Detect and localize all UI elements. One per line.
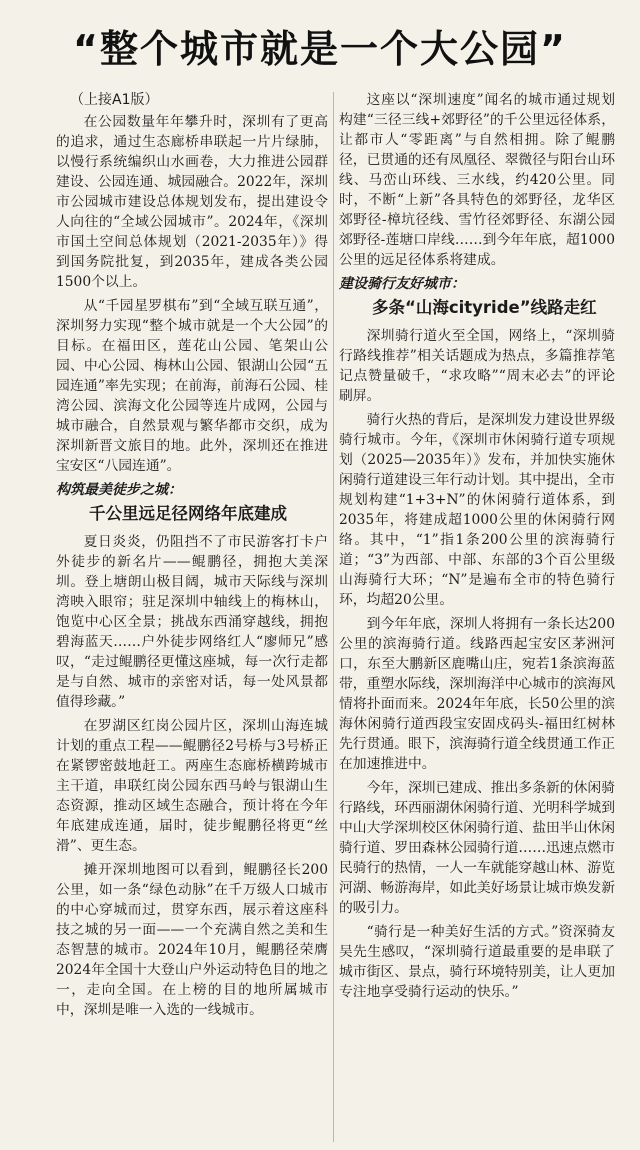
paragraph: 从“千园星罗棋布”到“全域互联互通”，深圳努力实现“整个城市就是一个大公园”的目标。在福田区，莲花山公园、笔架山公园、中心公园、梅林山公园、银湖山公园“五园连通”率先实现；在前海，前海石公园、桂湾公园、滨海文化公园等连片成网，公园与城市融合，自然景观与繁华都市交织，成为深圳新晋文旅目的地。此外，深圳还在推进宝安区“八园连通”。 [56,298,328,474]
continued-note: （上接A1版） [70,92,159,108]
paragraph: 摊开深圳地图可以看到，鲲鹏径长200公里，如一条“绿色动脉”在千万级人口城市的中心穿城而过，贯穿东西，展示着这座科技之城的另一面——一个充满自然之美和生态智慧的城市。2024年10月，鲲鹏径荣膺2024年全国十大登山户外运动特色目的地之一，走向全国。在上榜的目的地所属城市中，深圳是唯一入选的一线城市。 [56,862,328,1018]
paragraph: 到今年年底，深圳人将拥有一条长达200公里的滨海骑行道。线路西起宝安区茅洲河口，东至大鹏新区鹿嘴山庄，宛若1条滨海蓝带，重塑水际线，深圳海洋中心城市的滨海风情将扑面而来。2024年年底，长50公里的滨海休闲骑行道西段宝安固戍码头-福田红树林先行贯通。眼下，滨海骑行道全线贯通工作正在加速推进中。 [339,616,615,772]
paragraph: 在公园数量年年攀升时，深圳有了更高的追求，通过生态廊桥串联起一片片绿肺，以慢行系统编织山水画卷，大力推进公园群建设、公园连通、城园融合。2022年，深圳市公园城市建设总体规划发布，提出建设令人向往的“全域公园城市”。2024年，《深圳市国土空间总体规划（2021-2035年）》得到国务院批复，到2035年，建成各类公园1500个以上。 [56,114,328,290]
paragraph: 在罗湖区红岗公园片区，深圳山海连城计划的重点工程——鲲鹏径2号桥与3号桥正在紧锣密鼓地赶工。两座生态廊桥横跨城市主干道，串联红岗公园东西马岭与银湖山生态资源，推动区域生态融合，预计将在今年年底建成连通，届时，徒步鲲鹏径将更“丝滑”、更生态。 [56,718,328,854]
section-kicker: 构筑最美徒步之城： [56,482,182,498]
headline: “整个城市就是一个大公园” [73,27,567,71]
section-subhead: 千公里远足径网络年底建成 [89,504,287,523]
paragraph: 深圳骑行道火至全国，网络上，“深圳骑行路线推荐”相关话题成为热点，多篇推荐笔记点赞量破千，“求攻略”“周末必去”的评论刷屏。 [339,328,615,404]
section-subhead: 多条“山海cityride”线路走红 [372,298,597,317]
column-divider [333,92,334,1142]
paragraph: 夏日炎炎，仍阻挡不了市民游客打卡户外徒步的新名片——鲲鹏径，拥抱大美深圳。登上塘朗山极目阔，城市天际线与深圳湾映入眼帘；驻足深圳中轴线上的梅林山，饱览中心区全景；挑战东西涌穿越线，拥抱碧海蓝天……户外徒步网络红人“廖师兄”感叹，“走过鲲鹏径更懂这座城，每一次行走都是与自然、城市的亲密对话，每一处风景都值得珍藏。” [56,534,328,710]
right-column [339,90,615,1145]
paragraph: 今年，深圳已建成、推出多条新的休闲骑行路线，环西丽湖休闲骑行道、光明科学城到中山大学深圳校区休闲骑行道、盐田半山休闲骑行道、罗田森林公园骑行道……迅速点燃市民骑行的热情，一人一车就能穿越山林、游览河湖、畅游海岸，如此美好场景让城市焕发新的吸引力。 [339,780,615,916]
left-column [56,90,328,1145]
paragraph: “骑行是一种美好生活的方式。”资深骑友吴先生感叹，“深圳骑行道最重要的是串联了城市街区、景点，骑行环境特别美，让人更加专注地享受骑行运动的快乐。” [339,924,615,1000]
paragraph: 骑行火热的背后，是深圳发力建设世界级骑行城市。今年，《深圳市休闲骑行道专项规划（2025—2035年）》发布，并加快实施休闲骑行道建设三年行动计划。其中提出，全市规划构建“1+3+N”的休闲骑行道体系，到2035年，将建成超1000公里的休闲骑行网络。其中，“1”指1条200公里的滨海骑行道；“3”为西部、中部、东部的3个百公里级山海骑行大环；“N”是遍布全市的特色骑行环，均超20公里。 [339,412,615,608]
paragraph: 这座以“深圳速度”闻名的城市通过规划构建“三径三线+郊野径”的千公里远径体系，让都市人“零距离”与自然相拥。除了鲲鹏径，已贯通的还有凤凰径、翠微径与阳台山环线、马峦山环线、三水线，约420公里。同时，不断“上新”各具特色的郊野径，龙华区郊野径-樟坑径线、雪竹径郊野径、东湖公园郊野径-莲塘口岸线……到今年年底，超1000公里的远足径体系将建成。 [339,92,615,268]
section-kicker: 建设骑行友好城市： [339,276,465,292]
